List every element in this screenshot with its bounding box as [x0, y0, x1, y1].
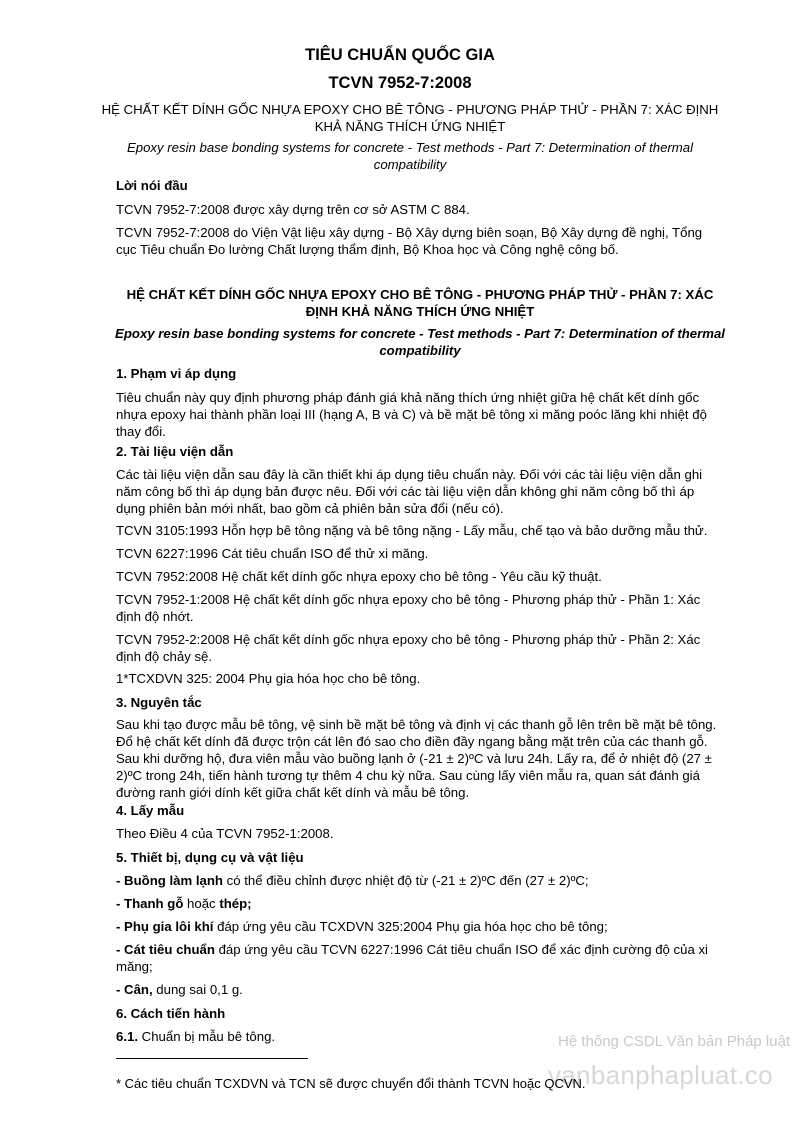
- section-heading: 4. Lấy mẫu: [116, 803, 185, 818]
- doc-standard-label: TIÊU CHUẨN QUỐC GIA: [305, 46, 495, 64]
- equipment-item: [116, 981, 722, 998]
- equipment-name: - Phụ gia lôi khí: [116, 919, 214, 934]
- equipment-item: [116, 895, 722, 912]
- section-heading: 5. Thiết bị, dụng cụ và vật liệu: [116, 850, 304, 865]
- watermark-line: Hệ thống CSDL Văn bản Pháp luật: [558, 1033, 791, 1050]
- equipment-desc: đáp ứng yêu cầu TCVN 6227:1996 Cát tiêu chuẩn ISO để xác định cường độ của xi măng;: [116, 942, 708, 974]
- section-heading: 2. Tài liệu viện dẫn: [116, 444, 234, 459]
- watermark-url: vanbanphapluat.co: [548, 1060, 773, 1090]
- equipment-desc: hoặc: [183, 896, 220, 911]
- doc-code: TCVN 7952-7:2008: [328, 74, 472, 92]
- footnote-divider: [116, 1058, 308, 1059]
- foreword-heading: Lời nói đầu: [116, 178, 188, 193]
- equipment-name: - Cân,: [116, 982, 153, 997]
- section-heading: 3. Nguyên tắc: [116, 695, 202, 710]
- section-heading: 6. Cách tiến hành: [116, 1006, 226, 1021]
- equipment-desc: dung sai 0,1 g.: [152, 982, 243, 997]
- equipment-name: - Cát tiêu chuẩn: [116, 942, 215, 957]
- section-heading: 1. Phạm vi áp dụng: [116, 366, 237, 381]
- equipment-name: - Thanh gỗ: [116, 896, 184, 911]
- section-paragraph: Sau khi tạo được mẫu bê tông, vệ sinh bề mặt bê tông và định vị các thanh gỗ lên trên bề mặt bê tông. Đổ hệ chất kết dính đã được trộn cát lên đó sao cho điền đầy ngang bằng mặt trên của các thanh gỗ. Sau khi dưỡng hộ, đưa viên mẫu vào buồng lạnh ở (-21 ± 2)ºC và lưu 24h. Lấy ra, để ở nhiệt độ (27 ± 2)ºC trong 24h, tiến hành tương tự thêm 4 chu kỳ nữa. Sau cùng lấy viên mẫu ra, quan sát đánh giá đường ranh giới dính kết giữa chất kết dính và mẫu bê tông.: [116, 717, 717, 800]
- section-paragraph: Theo Điều 4 của TCVN 7952-1:2008.: [116, 826, 334, 841]
- doc-vn-title: HỆ CHẤT KẾT DÍNH GỐC NHỰA EPOXY CHO BÊ TÔNG - PHƯƠNG PHÁP THỬ - PHẦN 7: XÁC ĐỊNH KHẢ NĂNG THÍCH ỨNG NHIỆT: [101, 102, 719, 134]
- subsection-number: 6.1.: [116, 1029, 138, 1044]
- footnote: * Các tiêu chuẩn TCXDVN và TCN sẽ được chuyển đổi thành TCVN hoặc QCVN.: [116, 1076, 586, 1091]
- reference-item: 1*TCXDVN 325: 2004 Phụ gia hóa học cho bê tông.: [116, 671, 421, 686]
- doc-en-title: Epoxy resin base bonding systems for concrete - Test methods - Part 7: Determination of thermal compatibility: [126, 140, 694, 172]
- section-paragraph: Các tài liệu viện dẫn sau đây là cần thiết khi áp dụng tiêu chuẩn này. Đối với các tài liệu viện dẫn ghi năm công bố thì áp dụng bản được nêu. Đối với các tài liệu viện dẫn không ghi năm công bố thì áp dụng phiên bản mới nhất, bao gồm cả phiên bản sửa đổi (nếu có).: [116, 467, 703, 516]
- reference-item: TCVN 7952-2:2008 Hệ chất kết dính gốc nhựa epoxy cho bê tông - Phương pháp thử - Phần 2: Xác định độ chảy sệ.: [116, 632, 701, 664]
- equipment-desc: có thể điều chỉnh được nhiệt độ từ (-21 ± 2)ºC đến (27 ± 2)ºC;: [222, 873, 589, 888]
- reference-item: TCVN 3105:1993 Hỗn hợp bê tông nặng và bê tông nặng - Lấy mẫu, chế tạo và bảo dưỡng mẫu thử.: [116, 523, 708, 538]
- equipment-desc: đáp ứng yêu cầu TCXDVN 325:2004 Phụ gia hóa học cho bê tông;: [213, 919, 608, 934]
- main-title-en: Epoxy resin base bonding systems for concrete - Test methods - Part 7: Determination of thermal compatibility: [115, 326, 725, 358]
- equipment-item: [116, 872, 722, 889]
- reference-item: TCVN 7952-1:2008 Hệ chất kết dính gốc nhựa epoxy cho bê tông - Phương pháp thử - Phần 1: Xác định độ nhớt.: [116, 592, 701, 624]
- foreword-paragraph: TCVN 7952-7:2008 được xây dựng trên cơ sở ASTM C 884.: [116, 202, 470, 217]
- reference-item: TCVN 7952:2008 Hệ chất kết dính gốc nhựa epoxy cho bê tông - Yêu cầu kỹ thuật.: [116, 569, 602, 584]
- equipment-item: [116, 941, 722, 975]
- main-title-vn: HỆ CHẤT KẾT DÍNH GỐC NHỰA EPOXY CHO BÊ TÔNG - PHƯƠNG PHÁP THỬ - PHẦN 7: XÁC ĐỊNH KHẢ NĂNG THÍCH ỨNG NHIỆT: [126, 287, 714, 319]
- equipment-item: [116, 918, 722, 935]
- subsection-text: Chuẩn bị mẫu bê tông.: [138, 1029, 276, 1044]
- section-paragraph: Tiêu chuẩn này quy định phương pháp đánh giá khả năng thích ứng nhiệt giữa hệ chất kết dính gốc nhựa epoxy hai thành phần loại III (hạng A, B và C) và bề mặt bê tông xi măng poóc lăng khi nhiệt độ thay đổi.: [116, 390, 707, 439]
- equipment-name: - Buồng làm lạnh: [116, 873, 223, 888]
- equipment-name: thép;: [219, 896, 252, 911]
- reference-item: TCVN 6227:1996 Cát tiêu chuẩn ISO để thử xi măng.: [116, 546, 429, 561]
- foreword-paragraph: TCVN 7952-7:2008 do Viện Vật liệu xây dựng - Bộ Xây dựng biên soạn, Bộ Xây dựng đề nghị, Tổng cục Tiêu chuẩn Đo lường Chất lượng thẩm định, Bộ Khoa học và Công nghệ công bố.: [116, 225, 703, 257]
